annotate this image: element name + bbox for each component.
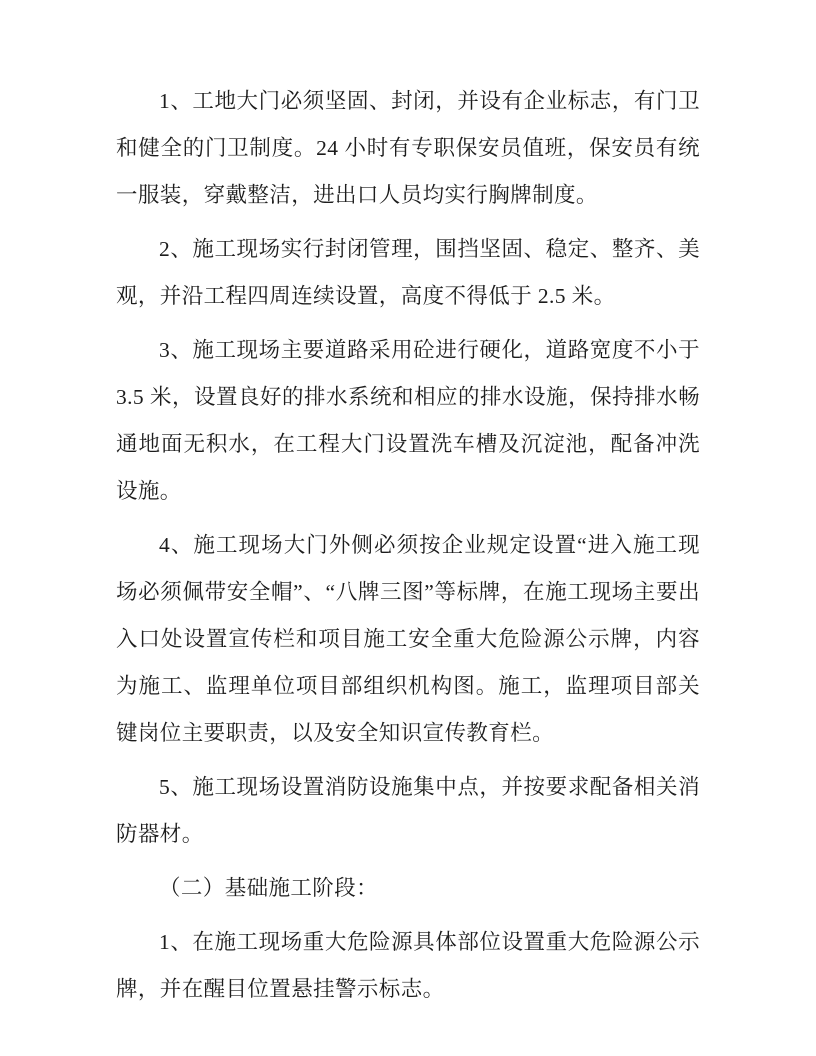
paragraph-item-1-1: 1、工地大门必须坚固、封闭，并设有企业标志，有门卫和健全的门卫制度。24 小时有专职保安员值班，保安员有统一服装，穿戴整洁，进出口人员均实行胸牌制度。	[116, 89, 700, 207]
paragraph-item-1-3: 3、施工现场主要道路采用砼进行硬化，道路宽度不小于 3.5 米，设置良好的排水系统和相应的排水设施，保持排水畅通地面无积水，在工程大门设置洗车槽及沉淀池，配备冲洗设施。	[116, 338, 700, 503]
section-heading-basic-construction-stage: （二）基础施工阶段：	[159, 876, 379, 900]
document-body	[116, 78, 700, 1020]
paragraph-item-1-5: 5、施工现场设置消防设施集中点，并按要求配备相关消防器材。	[116, 775, 700, 846]
paragraph-item-2-1: 1、在施工现场重大危险源具体部位设置重大危险源公示牌，并在醒目位置悬挂警示标志。	[116, 930, 700, 1001]
paragraph-item-1-2: 2、施工现场实行封闭管理，围挡坚固、稳定、整齐、美观，并沿工程四周连续设置，高度不得低于 2.5 米。	[116, 237, 700, 308]
paragraph-item-1-4: 4、施工现场大门外侧必须按企业规定设置“进入施工现场必须佩带安全帽”、“八牌三图”等标牌，在施工现场主要出入口处设置宣传栏和项目施工安全重大危险源公示牌，内容为施工、监理单位项目部组织机构图。施工，监理项目部关键岗位主要职责，以及安全知识宣传教育栏。	[116, 533, 700, 745]
